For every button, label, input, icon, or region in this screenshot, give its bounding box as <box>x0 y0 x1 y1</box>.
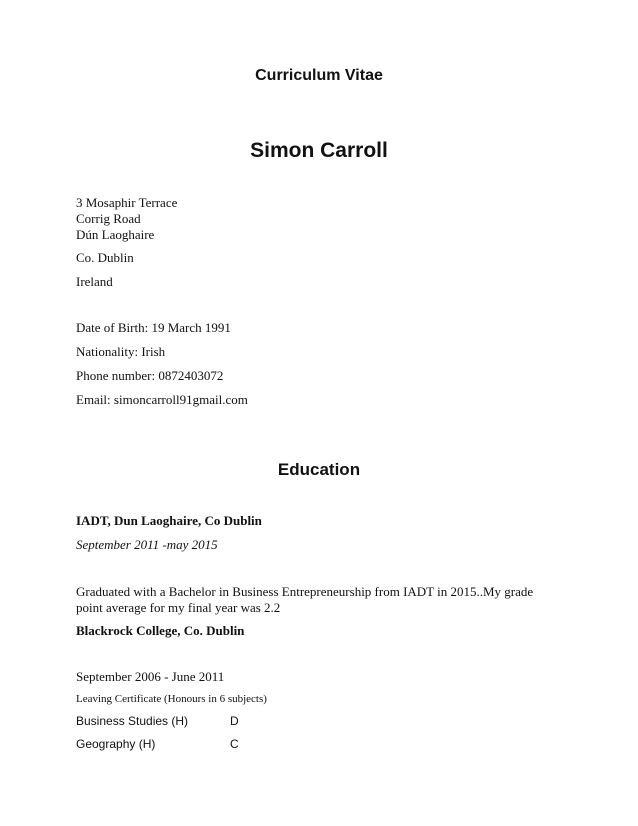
phone-number: Phone number: 0872403072 <box>76 368 224 383</box>
grade-row <box>76 714 239 728</box>
date-of-birth: Date of Birth: 19 March 1991 <box>76 320 231 335</box>
grade-subject: Geography (H) <box>76 737 156 751</box>
address-line-2: Corrig Road <box>76 211 141 226</box>
address-county: Co. Dublin <box>76 250 134 265</box>
document-heading: Curriculum Vitae <box>255 67 383 84</box>
blackrock-dates: September 2006 - June 2011 <box>76 669 225 684</box>
address-country: Ireland <box>76 274 113 289</box>
leaving-certificate: Leaving Certificate (Honours in 6 subjects) <box>76 693 267 705</box>
candidate-name: Simon Carroll <box>250 139 388 162</box>
email: Email: simoncarroll91gmail.com <box>76 392 248 407</box>
address-line-1: 3 Mosaphir Terrace <box>76 195 178 210</box>
grade-row <box>76 737 239 751</box>
iadt-dates: September 2011 -may 2015 <box>76 537 218 552</box>
grade-value: C <box>230 737 239 751</box>
iadt-title: IADT, Dun Laoghaire, Co Dublin <box>76 513 262 528</box>
nationality: Nationality: Irish <box>76 344 166 359</box>
iadt-description: Graduated with a Bachelor in Business Entrepreneurship from IADT in 2015..My grade point average for my final year was 2.2 <box>76 584 534 615</box>
blackrock-title: Blackrock College, Co. Dublin <box>76 623 245 638</box>
education-heading: Education <box>277 460 361 479</box>
address-line-3: Dún Laoghaire <box>76 227 155 242</box>
grade-value: D <box>230 714 239 728</box>
grade-subject: Business Studies (H) <box>76 714 189 728</box>
